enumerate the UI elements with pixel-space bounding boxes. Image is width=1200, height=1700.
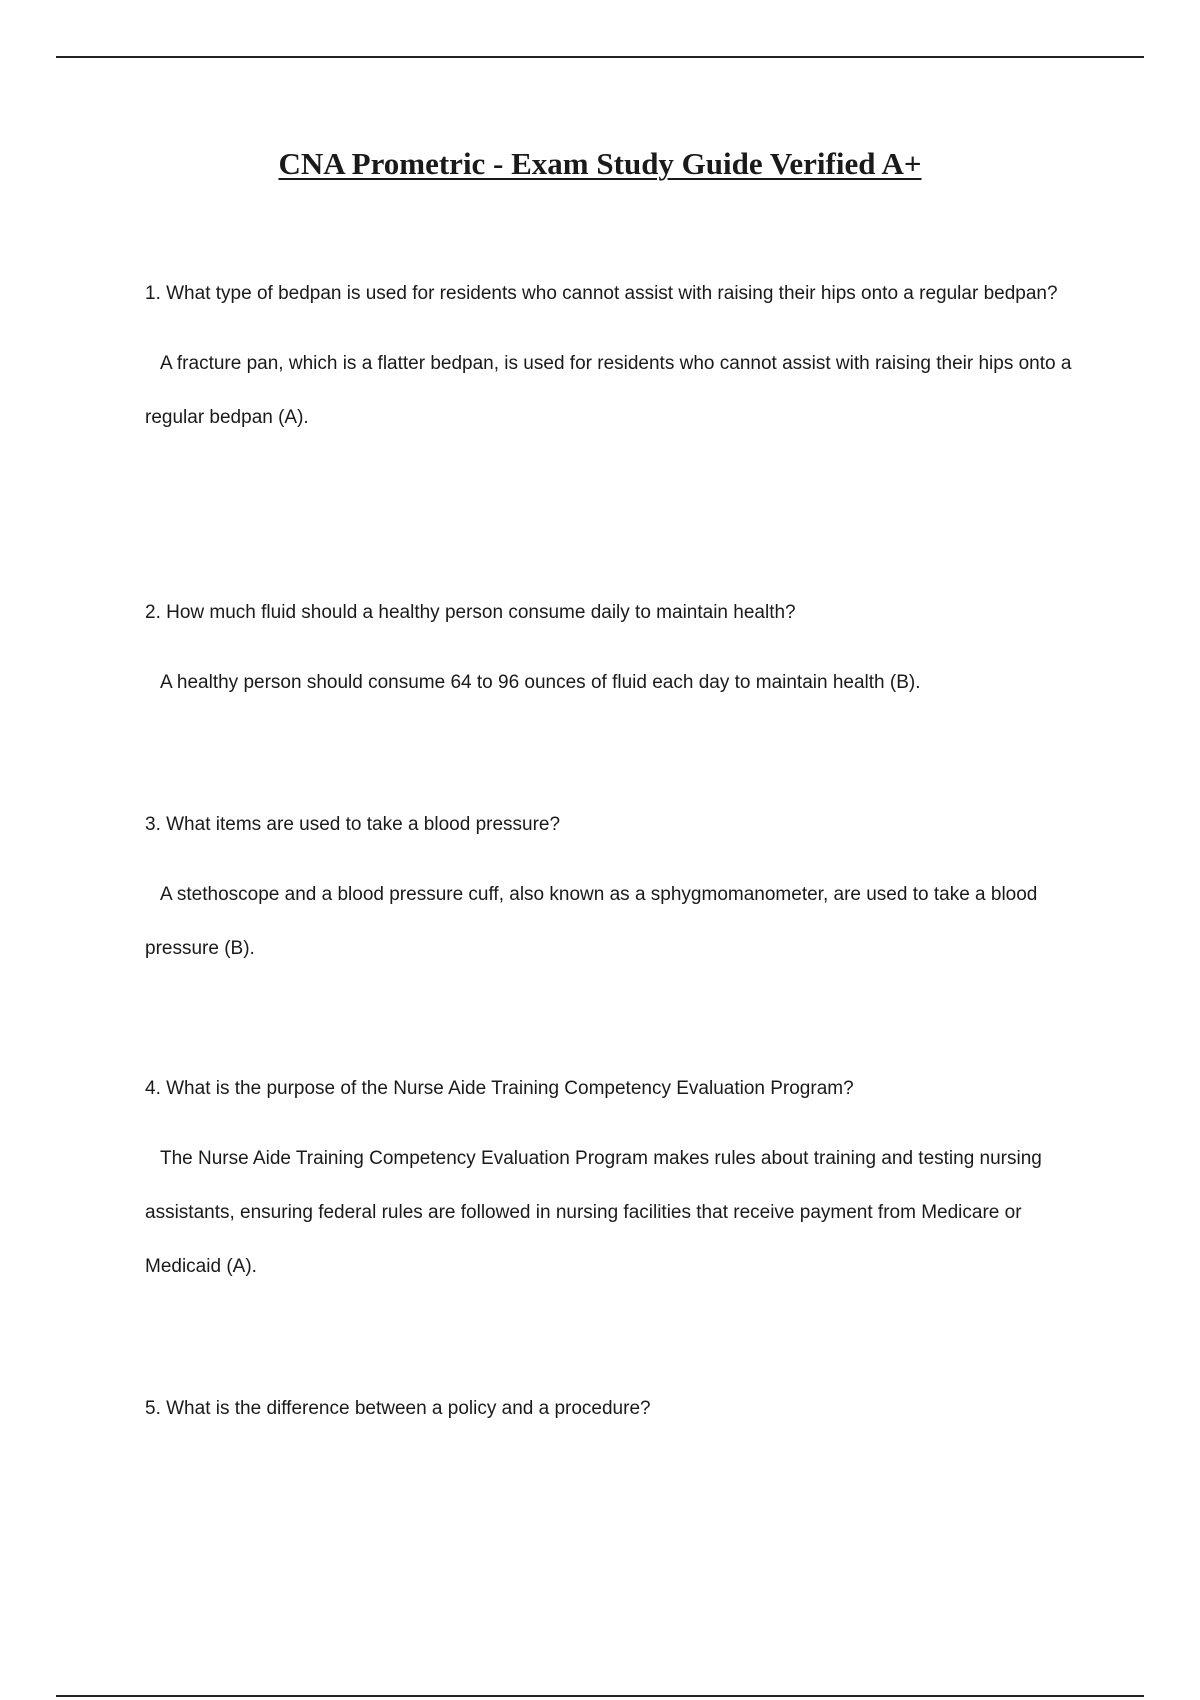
question-4: 4. What is the purpose of the Nurse Aide Training Competency Evaluation Program? [145,1078,854,1099]
question-3: 3. What items are used to take a blood pressure? [145,814,561,835]
qa-item-3 [145,798,1085,976]
answer-2: A healthy person should consume 64 to 96 ounces of fluid each day to maintain health (B). [160,672,921,693]
document-title [0,144,1200,184]
answer-4: The Nurse Aide Training Competency Evaluation Program makes rules about training and testing nursing assistants, ensuring federal rules are followed in nursing facilities that receive payment from Medicare or Medicaid (A). [145,1148,1042,1277]
question-1: 1. What type of bedpan is used for residents who cannot assist with raising their hips onto a regular bedpan? [145,283,1058,304]
top-rule [56,56,1144,58]
qa-item-5 [145,1382,1085,1436]
question-2: 2. How much fluid should a healthy person consume daily to maintain health? [145,602,796,623]
bottom-rule [56,1695,1144,1697]
qa-item-2 [145,586,1085,710]
answer-3: A stethoscope and a blood pressure cuff, also known as a sphygmomanometer, are used to take a blood pressure (B). [145,884,1038,959]
question-5: 5. What is the difference between a policy and a procedure? [145,1398,651,1419]
qa-item-4 [145,1062,1085,1294]
qa-item-1 [145,267,1085,445]
document-title-text: CNA Prometric - Exam Study Guide Verified A+ [278,146,922,181]
answer-1: A fracture pan, which is a flatter bedpan, is used for residents who cannot assist with raising their hips onto a regular bedpan (A). [145,353,1072,428]
